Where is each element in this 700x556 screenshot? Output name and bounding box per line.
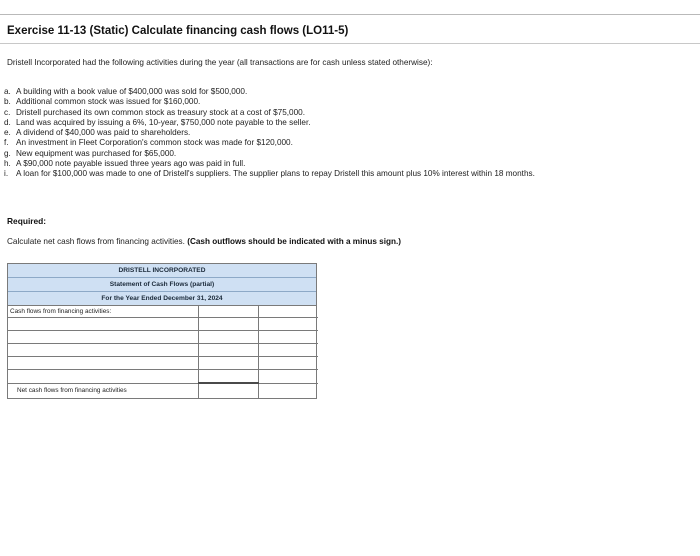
activity-item-h [4, 159, 694, 169]
section-amount-cell [199, 306, 259, 318]
entry-label-input[interactable] [10, 320, 196, 329]
net-cash-row [8, 383, 318, 398]
activity-text: Additional common stock was issued for $160,000. [16, 97, 201, 107]
entry-amount-cell[interactable] [199, 318, 259, 331]
activity-text: A dividend of $40,000 was paid to shareholders. [16, 128, 191, 138]
activity-letter: e. [4, 128, 11, 138]
activity-text: New equipment was purchased for $65,000. [16, 148, 177, 158]
table-row [8, 370, 318, 384]
entry-total-cell [259, 357, 319, 370]
activity-item-f [4, 138, 694, 148]
activity-item-d [4, 118, 694, 128]
table-row [8, 344, 318, 357]
activity-letter: c. [4, 107, 11, 117]
exercise-title: Exercise 11-13 (Static) Calculate financing cash flows (LO11-5) [7, 25, 349, 37]
entry-total-cell [259, 318, 319, 331]
entry-amount-cell[interactable] [199, 357, 259, 370]
required-label: Required: [7, 216, 47, 226]
net-cash-amount-cell [199, 383, 259, 398]
activity-letter: h. [4, 159, 11, 169]
entry-total-cell [259, 331, 319, 344]
activity-letter: i. [4, 169, 9, 179]
activity-letter: a. [4, 87, 11, 96]
entry-label-input[interactable] [10, 346, 196, 355]
entry-total-cell [259, 344, 319, 357]
activity-text: Land was acquired by issuing a 6%, 10-year, $750,000 note payable to the seller. [16, 117, 311, 127]
activity-letter: g. [4, 148, 11, 158]
top-divider [0, 14, 700, 15]
entry-amount-input[interactable] [201, 320, 256, 329]
activity-text: A building with a book value of $400,000 was sold for $500,000. [16, 87, 248, 96]
entry-label-input[interactable] [10, 372, 196, 381]
instruction-note: (Cash outflows should be indicated with a minus sign.) [187, 237, 402, 246]
activity-item-i [4, 169, 694, 179]
section-total-cell [259, 306, 319, 318]
entry-label-cell[interactable] [8, 357, 199, 370]
entry-amount-input[interactable] [201, 359, 256, 368]
activity-item-g [4, 149, 694, 159]
activity-text: A loan for $100,000 was made to one of Dristell's suppliers. The supplier plans to repay Dristell this amount plus 10% interest within 18 months. [16, 169, 535, 179]
cash-flow-statement [7, 263, 317, 399]
statement-header [8, 264, 316, 306]
statement-company: DRISTELL INCORPORATED [118, 267, 206, 274]
title-divider [0, 43, 700, 44]
entry-amount-cell[interactable] [199, 344, 259, 357]
statement-name: Statement of Cash Flows (partial) [8, 277, 316, 291]
entry-label-input[interactable] [10, 333, 196, 342]
activity-text: Dristell purchased its own common stock as treasury stock at a cost of $75,000. [16, 107, 305, 117]
activity-text: An investment in Fleet Corporation's common stock was made for $120,000. [16, 138, 293, 148]
entry-total-cell [259, 370, 319, 384]
statement-grid [8, 306, 318, 398]
activity-text: A $90,000 note payable issued three years ago was paid in full. [16, 159, 246, 169]
table-row [8, 318, 318, 331]
net-cash-label: Net cash flows from financing activities [8, 383, 199, 398]
table-row [8, 331, 318, 344]
net-cash-total-cell[interactable] [259, 383, 319, 398]
table-row [8, 357, 318, 370]
activity-item-a [4, 87, 694, 97]
entry-label-cell[interactable] [8, 370, 199, 384]
activity-letter: f. [4, 138, 9, 148]
entry-label-cell[interactable] [8, 331, 199, 344]
net-cash-total-input[interactable] [261, 386, 316, 395]
entry-label-input[interactable] [10, 359, 196, 368]
instruction-text: Calculate net cash flows from financing activities. [7, 237, 185, 246]
entry-amount-input[interactable] [201, 346, 256, 355]
activity-item-c [4, 108, 694, 118]
entry-amount-cell[interactable] [199, 370, 259, 384]
required-instruction [7, 237, 401, 246]
exercise-intro: Dristell Incorporated had the following activities during the year (all transactions are for cash unless stated otherwise): [7, 58, 433, 67]
section-row [8, 306, 318, 318]
activity-item-e [4, 128, 694, 138]
entry-label-cell[interactable] [8, 318, 199, 331]
entry-amount-input[interactable] [201, 372, 256, 381]
activity-item-b [4, 97, 694, 107]
entry-amount-input[interactable] [201, 333, 256, 342]
statement-period: For the Year Ended December 31, 2024 [8, 291, 316, 305]
activity-letter: b. [4, 97, 11, 107]
section-label: Cash flows from financing activities: [8, 306, 199, 318]
activity-list [4, 87, 694, 180]
entry-label-cell[interactable] [8, 344, 199, 357]
entry-amount-cell[interactable] [199, 331, 259, 344]
activity-letter: d. [4, 117, 11, 127]
